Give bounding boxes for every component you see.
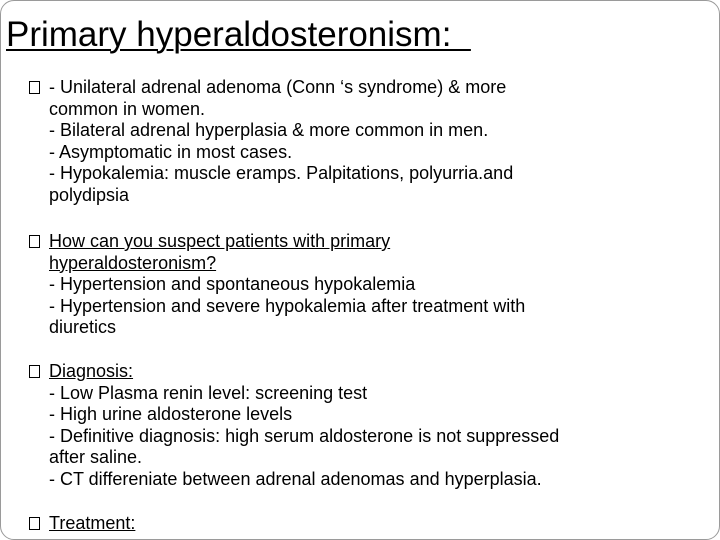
slide-title: Primary hyperaldosteronism: bbox=[6, 15, 471, 54]
bullet-line: common in women. bbox=[49, 98, 206, 119]
bullet-causes bbox=[29, 77, 689, 206]
bullet-box-icon bbox=[29, 517, 40, 530]
bullet-line: - Asymptomatic in most cases. bbox=[49, 141, 293, 162]
bullet-body bbox=[49, 231, 689, 339]
bullet-box-icon bbox=[29, 365, 40, 378]
bullet-line: polydipsia bbox=[49, 184, 130, 205]
bullet-line: - CT differeniate between adrenal adenomas and hyperplasia. bbox=[49, 468, 542, 489]
bullet-line: diuretics bbox=[49, 317, 117, 337]
bullet-line: - Hypokalemia: muscle eramps. Palpitations, polyurria.and bbox=[49, 163, 514, 183]
bullet-body bbox=[49, 77, 689, 206]
bullet-body bbox=[49, 361, 689, 490]
bullet-line: - Definitive diagnosis: high serum aldosterone is not suppressed bbox=[49, 425, 560, 446]
bullet-line: - Hypertension and severe hypokalemia after treatment with bbox=[49, 295, 526, 316]
bullet-line: - Low Plasma renin level: screening test bbox=[49, 382, 368, 403]
bullet-line: - Unilateral adrenal adenoma (Conn ‘s syndrome) & more bbox=[49, 77, 507, 97]
bullet-treatment bbox=[29, 513, 689, 535]
bullet-box-icon bbox=[29, 235, 40, 248]
bullet-heading: Treatment: bbox=[49, 513, 136, 533]
bullet-heading: How can you suspect patients with primary bbox=[49, 231, 391, 251]
bullet-diagnosis bbox=[29, 361, 689, 490]
bullet-line: - Bilateral adrenal hyperplasia & more common in men. bbox=[49, 120, 489, 140]
bullet-heading: Diagnosis: bbox=[49, 361, 134, 381]
bullet-suspect bbox=[29, 231, 689, 339]
bullet-heading: hyperaldosteronism? bbox=[49, 252, 217, 273]
bullet-body bbox=[49, 513, 689, 535]
bullet-line: - High urine aldosterone levels bbox=[49, 404, 293, 424]
bullet-box-icon bbox=[29, 81, 40, 94]
bullet-line: after saline. bbox=[49, 447, 143, 467]
bullet-line: - Hypertension and spontaneous hypokalemia bbox=[49, 274, 416, 294]
